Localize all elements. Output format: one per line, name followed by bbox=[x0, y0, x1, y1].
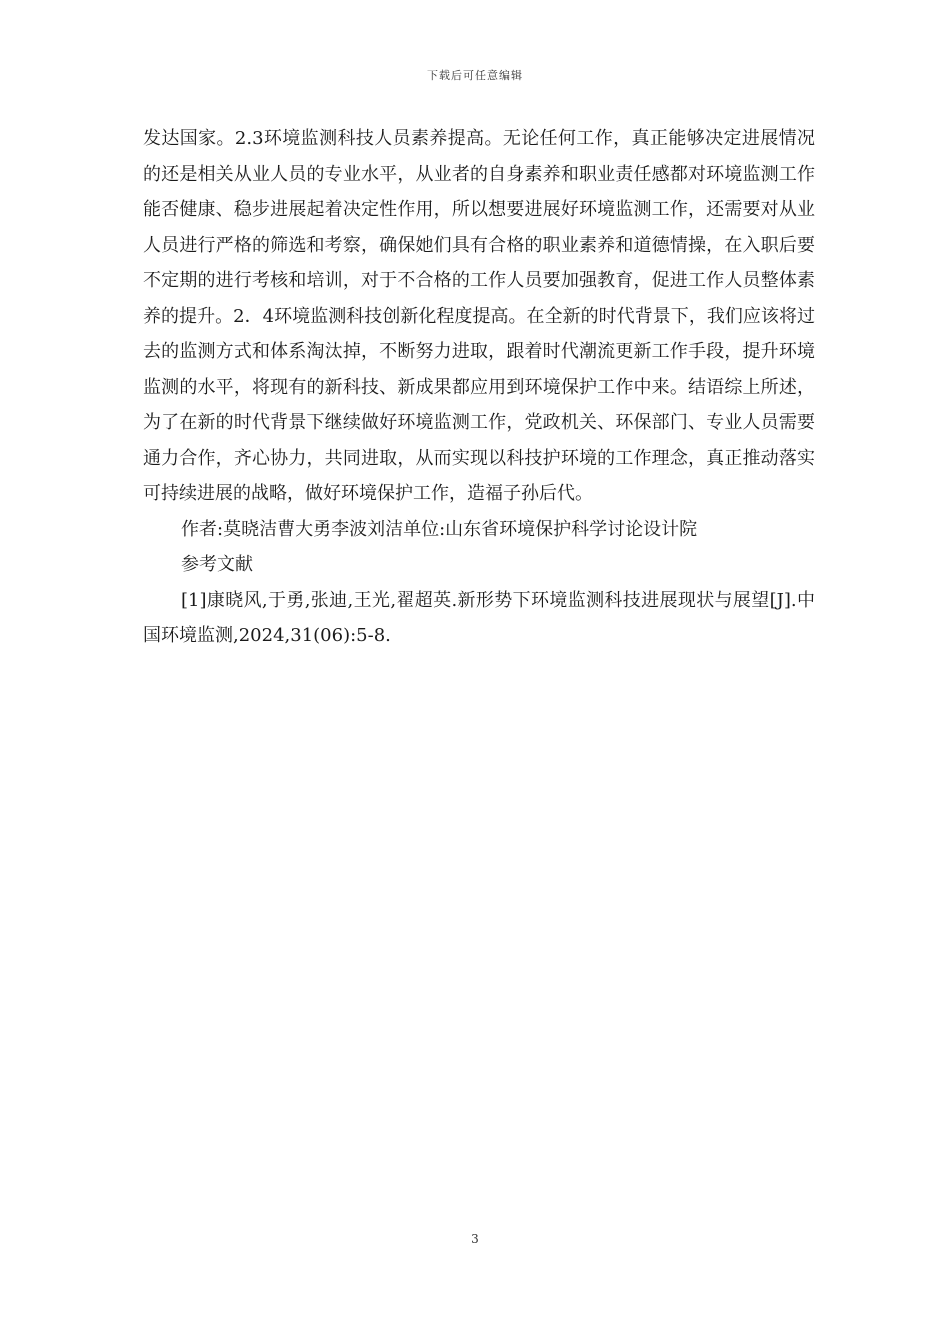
main-paragraph: 发达国家。2.3环境监测科技人员素养提高。无论任何工作，真正能够决定进展情况的还是相关从业人员的专业水平，从业者的自身素养和职业责任感都对环境监测工作能否健康、稳步进展起着决定性作用，所以想要进展好环境监测工作，还需要对从业人员进行严格的筛选和考察，确保她们具有合格的职业素养和道德情操，在入职后要不定期的进行考核和培训，对于不合格的工作人员要加强教育，促进工作人员整体素养的提升。2．4环境监测科技创新化程度提高。在全新的时代背景下，我们应该将过去的监测方式和体系淘汰掉，不断努力进取，跟着时代潮流更新工作手段，提升环境监测的水平，将现有的新科技、新成果都应用到环境保护工作中来。结语综上所述，为了在新的时代背景下继续做好环境监测工作，党政机关、环保部门、专业人员需要通力合作，齐心协力，共同进取，从而实现以科技护环境的工作理念，真正推动落实可持续进展的战略，做好环境保护工作，造福子孙后代。 bbox=[143, 128, 815, 504]
reference-item: [1]康晓风,于勇,张迪,王光,翟超英.新形势下环境监测科技进展现状与展望[J].中国环境监测,2024,31(06):5-8. bbox=[143, 589, 815, 646]
references-heading: 参考文献 bbox=[181, 554, 253, 575]
page-number: 3 bbox=[471, 1232, 479, 1246]
document-body bbox=[143, 121, 815, 654]
author-line: 作者:莫晓洁曹大勇李波刘洁单位:山东省环境保护科学讨论设计院 bbox=[181, 518, 698, 540]
page-header: 下载后可任意编辑 bbox=[427, 69, 523, 82]
